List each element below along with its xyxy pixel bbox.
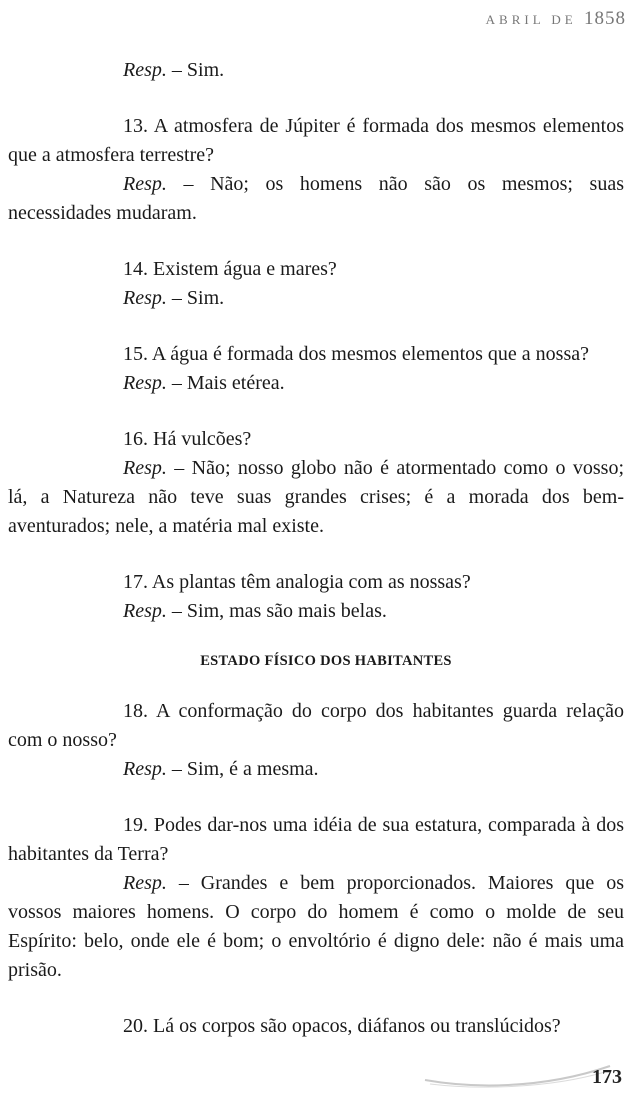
answer-text: – Sim, mas são mais belas.: [171, 600, 387, 622]
question-paragraph: 15. A água é formada dos mesmos elementos que a nossa?: [123, 343, 589, 365]
qa-block: [8, 425, 624, 541]
question-paragraph: 13. A atmosfera de Júpiter é formada dos mesmos elementos que a atmosfera terrestre?: [8, 115, 624, 166]
answer-paragraph: [8, 170, 624, 228]
question-paragraph: 18. A conformação do corpo dos habitantes guarda relação com o nosso?: [8, 700, 624, 751]
qa-block: [8, 56, 624, 85]
qa-block: [8, 697, 624, 784]
answer-text: – Sim, é a mesma.: [171, 758, 319, 780]
header-year: 1858: [584, 8, 626, 29]
page-body: [8, 56, 624, 1068]
footer-swoosh-ornament: [420, 1062, 620, 1092]
answer-text: – Grandes e bem proporcionados. Maiores que os vossos maiores homens. O corpo do homem é como o molde de seu Espírito: belo, onde ele é bom; o envoltório é digno dele: não é mais uma prisão.: [8, 872, 625, 981]
answer-paragraph: [8, 454, 624, 541]
question-paragraph: 14. Existem água e mares?: [123, 258, 337, 280]
question-paragraph: 17. As plantas têm analogia com as nossas?: [123, 571, 471, 593]
qa-block: [8, 1012, 624, 1041]
page-number: 173: [592, 1066, 622, 1088]
running-header: [486, 8, 626, 30]
question-paragraph: 16. Há vulcões?: [123, 428, 252, 450]
resp-label: Resp.: [123, 173, 167, 195]
qa-block: [8, 255, 624, 313]
qa-section-2: [8, 697, 624, 1041]
answer-text: – Sim.: [171, 287, 225, 309]
resp-label: Resp.: [123, 600, 167, 622]
answer-text: – Não; nosso globo não é atormentado como o vosso; lá, a Natureza não teve suas grandes crises; é a morada dos bem-aventurados; nele, a matéria mal existe.: [8, 457, 624, 537]
question-paragraph: 20. Lá os corpos são opacos, diáfanos ou translúcidos?: [123, 1015, 561, 1037]
qa-section-1: [8, 56, 624, 626]
answer-paragraph: [8, 869, 624, 985]
answer-paragraph: [8, 284, 624, 313]
header-label: ABRIL DE: [485, 12, 577, 27]
resp-label: Resp.: [123, 872, 167, 894]
qa-block: [8, 112, 624, 228]
section-heading: ESTADO FÍSICO DOS HABITANTES: [200, 653, 452, 669]
resp-label: Resp.: [123, 59, 167, 81]
resp-label: Resp.: [123, 457, 167, 479]
qa-block: [8, 568, 624, 626]
resp-label: Resp.: [123, 287, 167, 309]
qa-block: [8, 811, 624, 985]
answer-paragraph: [8, 56, 624, 85]
qa-block: [8, 340, 624, 398]
resp-label: Resp.: [123, 758, 167, 780]
answer-text: – Não; os homens não são os mesmos; suas necessidades mudaram.: [8, 173, 624, 224]
answer-text: – Sim.: [171, 59, 225, 81]
answer-text: – Mais etérea.: [171, 372, 285, 394]
question-paragraph: 19. Podes dar-nos uma idéia de sua estatura, comparada à dos habitantes da Terra?: [8, 814, 624, 865]
answer-paragraph: [8, 755, 624, 784]
answer-paragraph: [8, 597, 624, 626]
resp-label: Resp.: [123, 372, 167, 394]
answer-paragraph: [8, 369, 624, 398]
